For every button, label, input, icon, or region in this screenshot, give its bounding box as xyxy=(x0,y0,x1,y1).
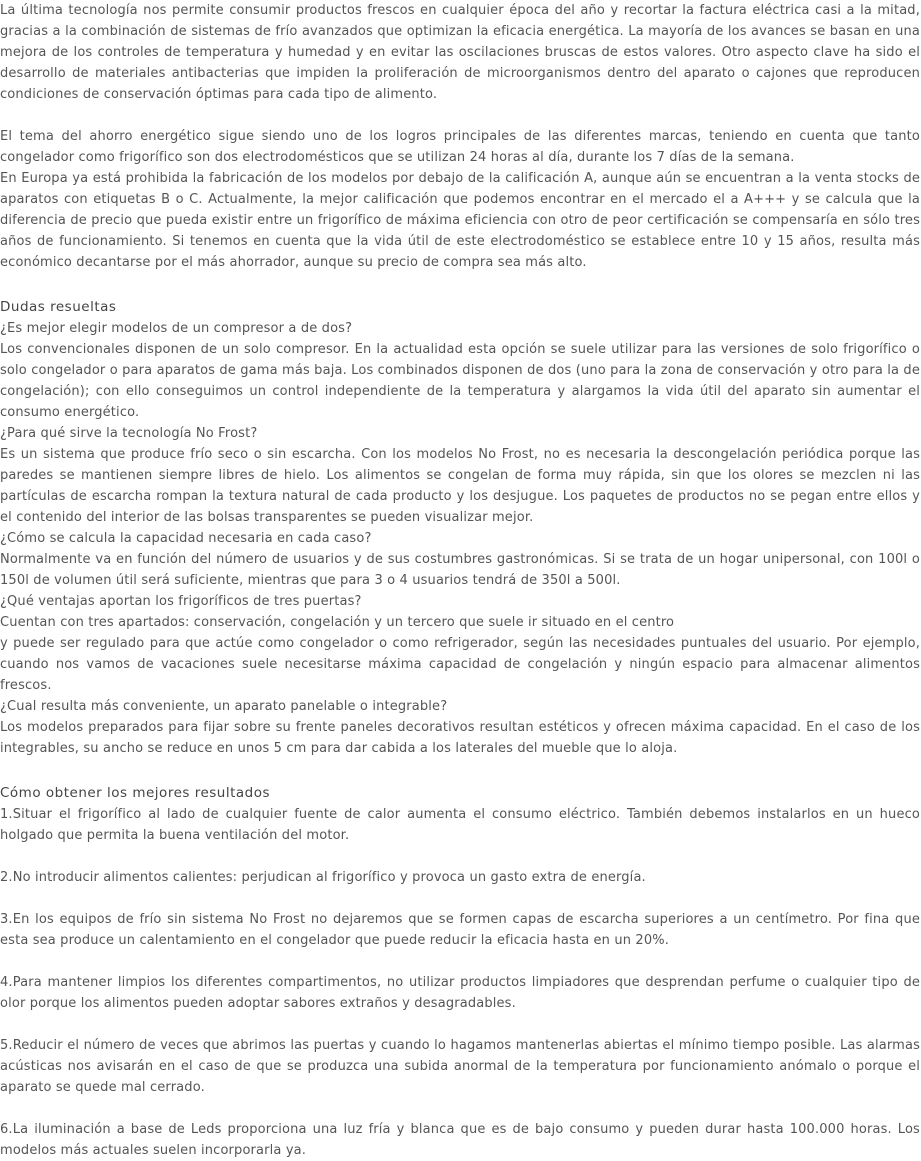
faq-answer: Normalmente va en función del número de usuarios y de sus costumbres gastronómicas. Si se trata de un hogar unipersonal, con 100l o 150l de volumen útil será suficiente, mientras que para 3 o 4 usuarios tendrá de 350l a 500l. xyxy=(0,552,920,588)
tip-item: 6.La iluminación a base de Leds proporciona una luz fría y blanca que es de bajo consumo y pueden durar hasta 100.000 horas. Los modelos más actuales suelen incorporarla ya. xyxy=(0,1122,920,1158)
faq-question: ¿Cual resulta más conveniente, un aparato panelable o integrable? xyxy=(0,699,448,714)
intro-paragraph: En Europa ya está prohibida la fabricación de los modelos por debajo de la calificación A, aunque aún se encuentran a la venta stocks de aparatos con etiquetas B o C. Actualmente, la mejor calificación que podemos encontrar en el mercado el a A+++ y se calcula que la diferencia de precio que pueda existir entre un frigorífico de máxima eficiencia con otro de peor certificación se compensaría en sólo tres años de funcionamiento. Si tenemos en cuenta que la vida útil de este electrodoméstico se establece entre 10 y 15 años, resulta más económico decantarse por el más ahorrador, aunque su precio de compra sea más alto. xyxy=(0,171,920,270)
spacer xyxy=(0,951,920,972)
faq-question: ¿Para qué sirve la tecnología No Frost? xyxy=(0,426,258,441)
intro-paragraph: El tema del ahorro energético sigue siendo uno de los logros principales de las diferentes marcas, teniendo en cuenta que tanto congelador como frigorífico son dos electrodomésticos que se utilizan 24 horas al día, durante los 7 días de la semana. xyxy=(0,129,920,165)
tips-heading: Cómo obtener los mejores resultados xyxy=(0,785,271,801)
spacer xyxy=(0,759,920,780)
tip-item: 5.Reducir el número de veces que abrimos las puertas y cuando lo hagamos mantenerlas abiertas el mínimo tiempo posible. Las alarmas acústicas nos avisarán en el caso de que se produzca una subida anormal de la temperatura por funcionamiento anómalo o porque el aparato se quede mal cerrado. xyxy=(0,1038,920,1095)
tip-item: 4.Para mantener limpios los diferentes compartimentos, no utilizar productos limpiadores que desprendan perfume o cualquier tipo de olor porque los alimentos pueden adoptar sabores extraños y desagradables. xyxy=(0,975,920,1011)
spacer xyxy=(0,888,920,909)
faq-question: ¿Es mejor elegir modelos de un compresor a de dos? xyxy=(0,321,353,336)
faq-question: ¿Qué ventajas aportan los frigoríficos de tres puertas? xyxy=(0,594,362,609)
tip-item: 2.No introducir alimentos calientes: perjudican al frigorífico y provoca un gasto extra de energía. xyxy=(0,870,646,885)
tip-item: 3.En los equipos de frío sin sistema No Frost no dejaremos que se formen capas de escarcha superiores a un centímetro. Por fina que esta sea produce un calentamiento en el congelador que puede reducir la eficacia hasta en un 20%. xyxy=(0,912,920,948)
spacer xyxy=(0,846,920,867)
intro-paragraph: La última tecnología nos permite consumir productos frescos en cualquier época del año y recortar la factura eléctrica casi a la mitad, gracias a la combinación de sistemas de frío avanzados que optimizan la eficacia energética. La mayoría de los avances se basan en una mejora de los controles de temperatura y humedad y en evitar las oscilaciones bruscas de estos valores. Otro aspecto clave ha sido el desarrollo de materiales antibacterias que impiden la proliferación de microorganismos dentro del aparato o cajones que reproducen condiciones de conservación óptimas para cada tipo de alimento. xyxy=(0,3,920,102)
faq-answer: Los convencionales disponen de un solo compresor. En la actualidad esta opción se suele utilizar para las versiones de solo frigorífico o solo congelador o para aparatos de gama más baja. Los combinados disponen de dos (uno para la zona de conservación y otro para la de congelación); con ello conseguimos un control independiente de la temperatura y alargamos la vida útil del aparato sin aumentar el consumo energético. xyxy=(0,342,920,420)
faq-heading: Dudas resueltas xyxy=(0,299,117,315)
tip-item: 1.Situar el frigorífico al lado de cualquier fuente de calor aumenta el consumo eléctrico. También debemos instalarlos en un hueco holgado que permita la buena ventilación del motor. xyxy=(0,807,920,843)
faq-question: ¿Cómo se calcula la capacidad necesaria en cada caso? xyxy=(0,531,372,546)
faq-answer-continued: y puede ser regulado para que actúe como congelador o como refrigerador, según las necesidades puntuales del usuario. Por ejemplo, cuando nos vamos de vacaciones suele necesitarse máxima capacidad de congelación y ningún espacio para almacenar alimentos frescos. xyxy=(0,636,920,693)
spacer xyxy=(0,1098,920,1119)
spacer xyxy=(0,105,920,126)
faq-answer: Los modelos preparados para fijar sobre su frente paneles decorativos resultan estéticos y ofrecen máxima capacidad. En el caso de los integrables, su ancho se reduce en unos 5 cm para dar cabida a los laterales del mueble que lo aloja. xyxy=(0,720,920,756)
faq-answer: Cuentan con tres apartados: conservación, congelación y un tercero que suele ir situado en el centro xyxy=(0,615,675,630)
faq-answer: Es un sistema que produce frío seco o sin escarcha. Con los modelos No Frost, no es necesaria la descongelación periódica porque las paredes se mantienen siempre libres de hielo. Los alimentos se congelan de forma muy rápida, sin que los olores se mezclen ni las partículas de escarcha rompan la textura natural de cada producto y los desjugue. Los paquetes de productos no se pegan entre ellos y el contenido del interior de las bolsas transparentes se pueden visualizar mejor. xyxy=(0,447,920,525)
spacer xyxy=(0,273,920,294)
spacer xyxy=(0,1014,920,1035)
